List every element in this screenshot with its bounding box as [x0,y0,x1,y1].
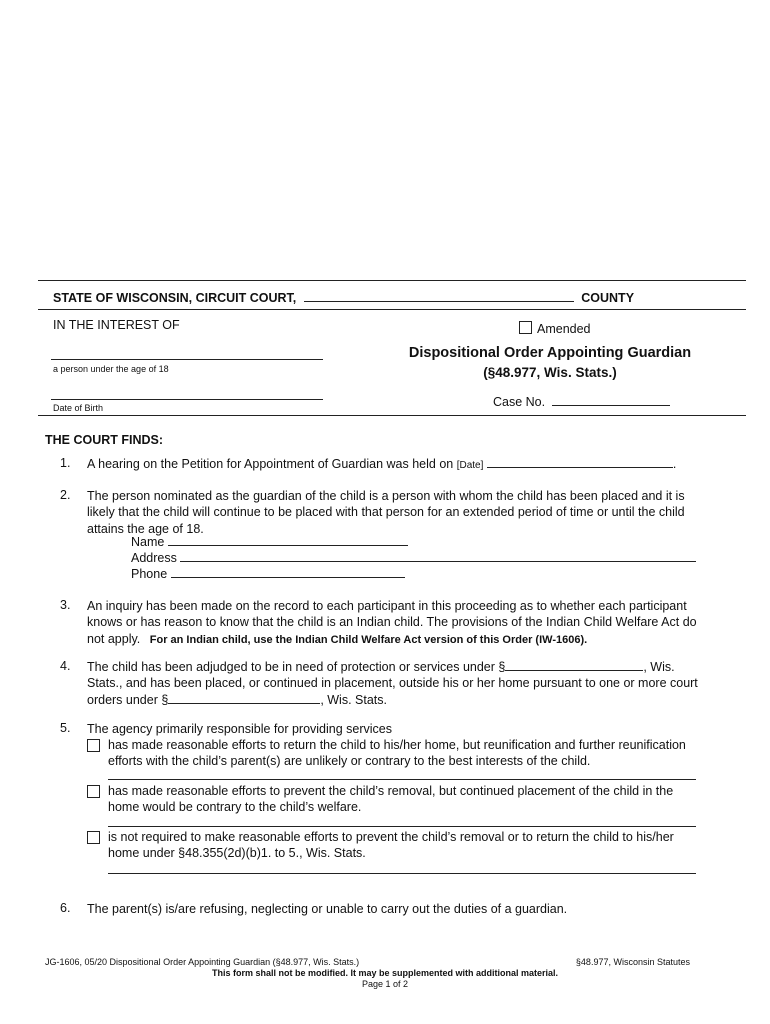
placement-statute-field[interactable] [168,703,320,704]
item-3-number: 3. [60,598,71,612]
county-label: COUNTY [581,291,635,305]
case-no-line [493,395,670,411]
form-title: Dispositional Order Appointing Guardian [408,345,692,361]
item-4-number: 4. [60,659,71,673]
header-bottom-rule [38,415,746,416]
form-title-statute: (§48.977, Wis. Stats.) [483,365,617,380]
item-4-part2: , Wis. Stats., and has been placed, or continued in placement, outside his or her home pursuant to one or more court orders under § [87,660,698,707]
amended-option[interactable] [519,321,591,338]
guardian-phone-label: Phone [131,567,168,581]
county-field[interactable] [304,301,574,302]
footer-form-id: JG-1606, 05/20 Dispositional Order Appointing Guardian (§48.977, Wis. Stats.) [45,957,360,967]
item-3-text [87,598,707,648]
date-of-birth-field[interactable] [51,399,323,400]
hearing-date-label: [Date] [456,460,484,471]
item-4-text [87,659,707,708]
item-1-text [87,456,707,474]
item-5-number: 5. [60,721,71,735]
item-2-text: The person nominated as the guardian of the child is a person with whom the child has been placed and it is likely that the child will continue to be placed with that person for an extended period of time or until the child attains the age of 18. [87,489,685,536]
item-6-text: The parent(s) is/are refusing, neglecting or unable to carry out the duties of a guardian. [87,902,568,916]
header-rule-2 [38,309,746,310]
item-3-bold-note: For an Indian child, use the Indian Child Welfare Act version of this Order (IW-1606). [149,633,588,646]
item-4-part1: The child has been adjudged to be in need of protection or services under § [87,660,506,674]
guardian-address-label: Address [131,551,177,565]
item-1-end: . [672,457,677,471]
item-3-body: An inquiry has been made on the record to each participant in this proceeding as to whether each participant knows or has reason to know that the child is an Indian child. The provisions of the Indian Child Welfare Act do not apply. [87,599,697,646]
item-2-number: 2. [60,488,71,502]
footer-page-number: Page 1 of 2 [361,979,409,989]
state-court-line [53,291,743,307]
child-name-field[interactable] [51,359,323,360]
guardian-phone-row [131,566,405,582]
option-c-checkbox[interactable] [87,831,100,844]
option-c-explain-field[interactable] [108,873,696,874]
option-a-text: has made reasonable efforts to return the child to his/her home, but reunification and further reunification efforts with the child’s parent(s) are unlikely or contrary to the best interests of the child. [108,738,686,769]
option-a-explain-field[interactable] [108,779,696,780]
guardian-name-label: Name [131,535,165,549]
header-top-rule [38,280,746,281]
guardian-phone-field[interactable] [171,577,405,578]
person-under-18-label: a person under the age of 18 [53,364,169,374]
hearing-date-field[interactable] [487,467,673,468]
option-b-explain-field[interactable] [108,826,696,827]
option-a-checkbox[interactable] [87,739,100,752]
item-5-text: The agency primarily responsible for providing services [87,722,392,736]
guardian-name-field[interactable] [168,545,408,546]
guardian-address-row [131,550,696,566]
chips-statute-field[interactable] [505,670,643,671]
footer-statute: §48.977, Wisconsin Statutes [575,957,690,967]
option-b-text: has made reasonable efforts to prevent the child’s removal, but continued placement of the child in the home would be contrary to the child’s welfare. [108,784,674,815]
amended-label: Amended [537,322,591,336]
footer-notice: This form shall not be modified. It may be supplemented with additional material. [211,968,559,978]
guardian-address-field[interactable] [180,561,696,562]
amended-checkbox[interactable] [519,321,532,334]
guardian-name-row [131,534,408,550]
item-6-number: 6. [60,901,71,915]
item-4-part3: , Wis. Stats. [320,692,387,707]
case-no-field[interactable] [552,405,670,406]
item-1-number: 1. [60,456,71,470]
date-of-birth-label: Date of Birth [53,403,104,413]
interest-of-label: IN THE INTEREST OF [53,318,180,332]
case-no-label: Case No. [493,395,546,409]
option-c-text: is not required to make reasonable efforts to prevent the child’s removal or to return the child to his/her home under §48.355(2d)(b)1. to 5., Wis. Stats. [108,830,674,861]
court-finds-heading: THE COURT FINDS: [45,433,164,447]
state-court-label: STATE OF WISCONSIN, CIRCUIT COURT, [53,291,297,305]
item-1-body: A hearing on the Petition for Appointment of Guardian was held on [87,457,454,471]
option-b-checkbox[interactable] [87,785,100,798]
